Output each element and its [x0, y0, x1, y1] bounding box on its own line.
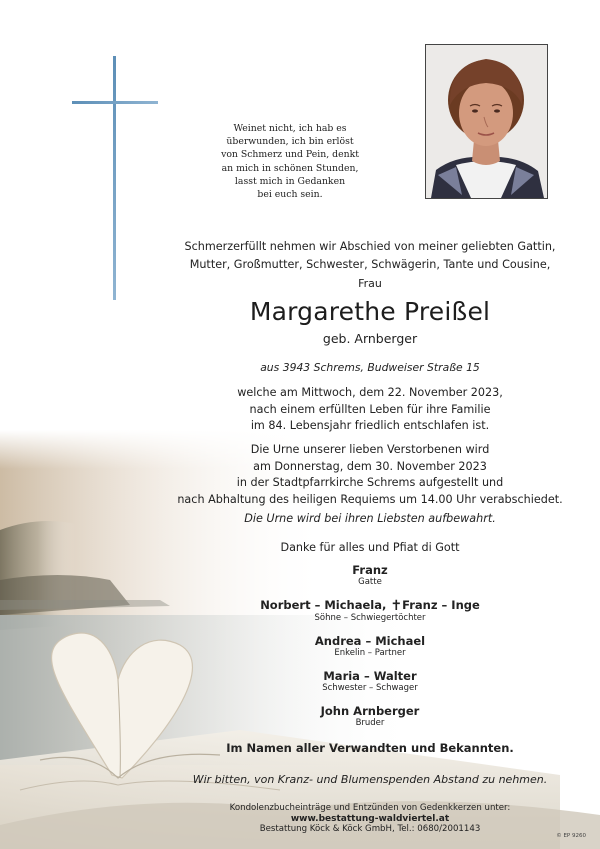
maiden-name: geb. Arnberger	[322, 331, 418, 346]
dagger-cross-icon: ✝	[390, 598, 403, 614]
poem-line: von Schmerz und Pein, denkt	[221, 149, 359, 161]
contact-line: Bestattung Köck & Köck GmbH, Tel.: 0680/2001143	[259, 824, 481, 834]
mourner-entry	[150, 563, 590, 587]
mourner-name: Maria – Walter	[323, 669, 417, 683]
mourner-role: Schwester – Schwager	[322, 683, 418, 693]
thanks-line: Danke für alles und Pfiat di Gott	[280, 541, 460, 554]
farewell-notice	[150, 442, 590, 508]
contact-info	[150, 803, 590, 835]
intro-line: Schmerzerfüllt nehmen wir Abschied von meiner geliebten Gattin,	[184, 240, 556, 253]
mourner-name-part: Norbert – Michaela,	[260, 598, 391, 612]
farewell-line: Die Urne unserer lieben Verstorbenen wird	[250, 443, 490, 456]
website-link[interactable]: www.bestattung-waldviertel.at	[290, 813, 450, 824]
address: aus 3943 Schrems, Budweiser Straße 15	[260, 361, 480, 374]
cross-icon	[72, 56, 158, 300]
mourner-role: Bruder	[355, 718, 385, 728]
poem	[220, 122, 360, 201]
death-notice	[150, 385, 590, 435]
poem-line: Weinet nicht, ich hab es	[233, 123, 347, 134]
poem-line: lasst mich in Gedanken	[234, 175, 346, 187]
contact-line: Kondolenzbucheinträge und Entzünden von Gedenkkerzen unter:	[229, 803, 511, 813]
donation-request: Wir bitten, von Kranz- und Blumenspenden Abstand zu nehmen.	[192, 773, 548, 786]
mourner-role: Gatte	[358, 577, 382, 587]
closing-line: Im Namen aller Verwandten und Bekannten.	[226, 741, 514, 755]
portrait-photo	[425, 44, 548, 199]
mourner-entry	[150, 634, 590, 658]
mourner-entry	[150, 669, 590, 693]
death-line: welche am Mittwoch, dem 22. November 2023,	[237, 386, 503, 399]
deceased-name: Margarethe Preißel	[249, 297, 491, 326]
copyright-mark: © EP 9260	[556, 833, 586, 839]
urn-note: Die Urne wird bei ihren Liebsten aufbewahrt.	[244, 512, 496, 525]
mourner-name: John Arnberger	[320, 704, 420, 718]
mourner-name: Franz	[352, 563, 388, 577]
mourner-role: Söhne – Schwiegertöchter	[314, 613, 426, 623]
mourner-role: Enkelin – Partner	[334, 648, 406, 658]
death-line: nach einem erfüllten Leben für ihre Familie	[249, 402, 491, 416]
mourner-name: Andrea – Michael	[314, 634, 426, 648]
mourner-entry	[150, 704, 590, 728]
mourner-name-part: Franz – Inge	[402, 598, 480, 612]
farewell-line: in der Stadtpfarrkirche Schrems aufgestellt und	[236, 476, 504, 489]
farewell-line: nach Abhaltung des heiligen Requiems um 14.00 Uhr verabschiedet.	[177, 492, 563, 506]
intro-text	[150, 238, 590, 274]
death-line: im 84. Lebensjahr friedlich entschlafen ist.	[250, 419, 490, 432]
farewell-line: am Donnerstag, dem 30. November 2023	[253, 459, 487, 473]
mourner-name	[150, 597, 590, 613]
poem-line: bei euch sein.	[257, 189, 323, 201]
salutation: Frau	[358, 277, 382, 290]
mourner-entry	[150, 597, 590, 623]
poem-line: überwunden, ich bin erlöst	[226, 136, 354, 148]
poem-line: an mich in schönen Stunden,	[221, 162, 359, 174]
intro-line: Mutter, Großmutter, Schwester, Schwägerin, Tante und Cousine,	[189, 258, 551, 271]
